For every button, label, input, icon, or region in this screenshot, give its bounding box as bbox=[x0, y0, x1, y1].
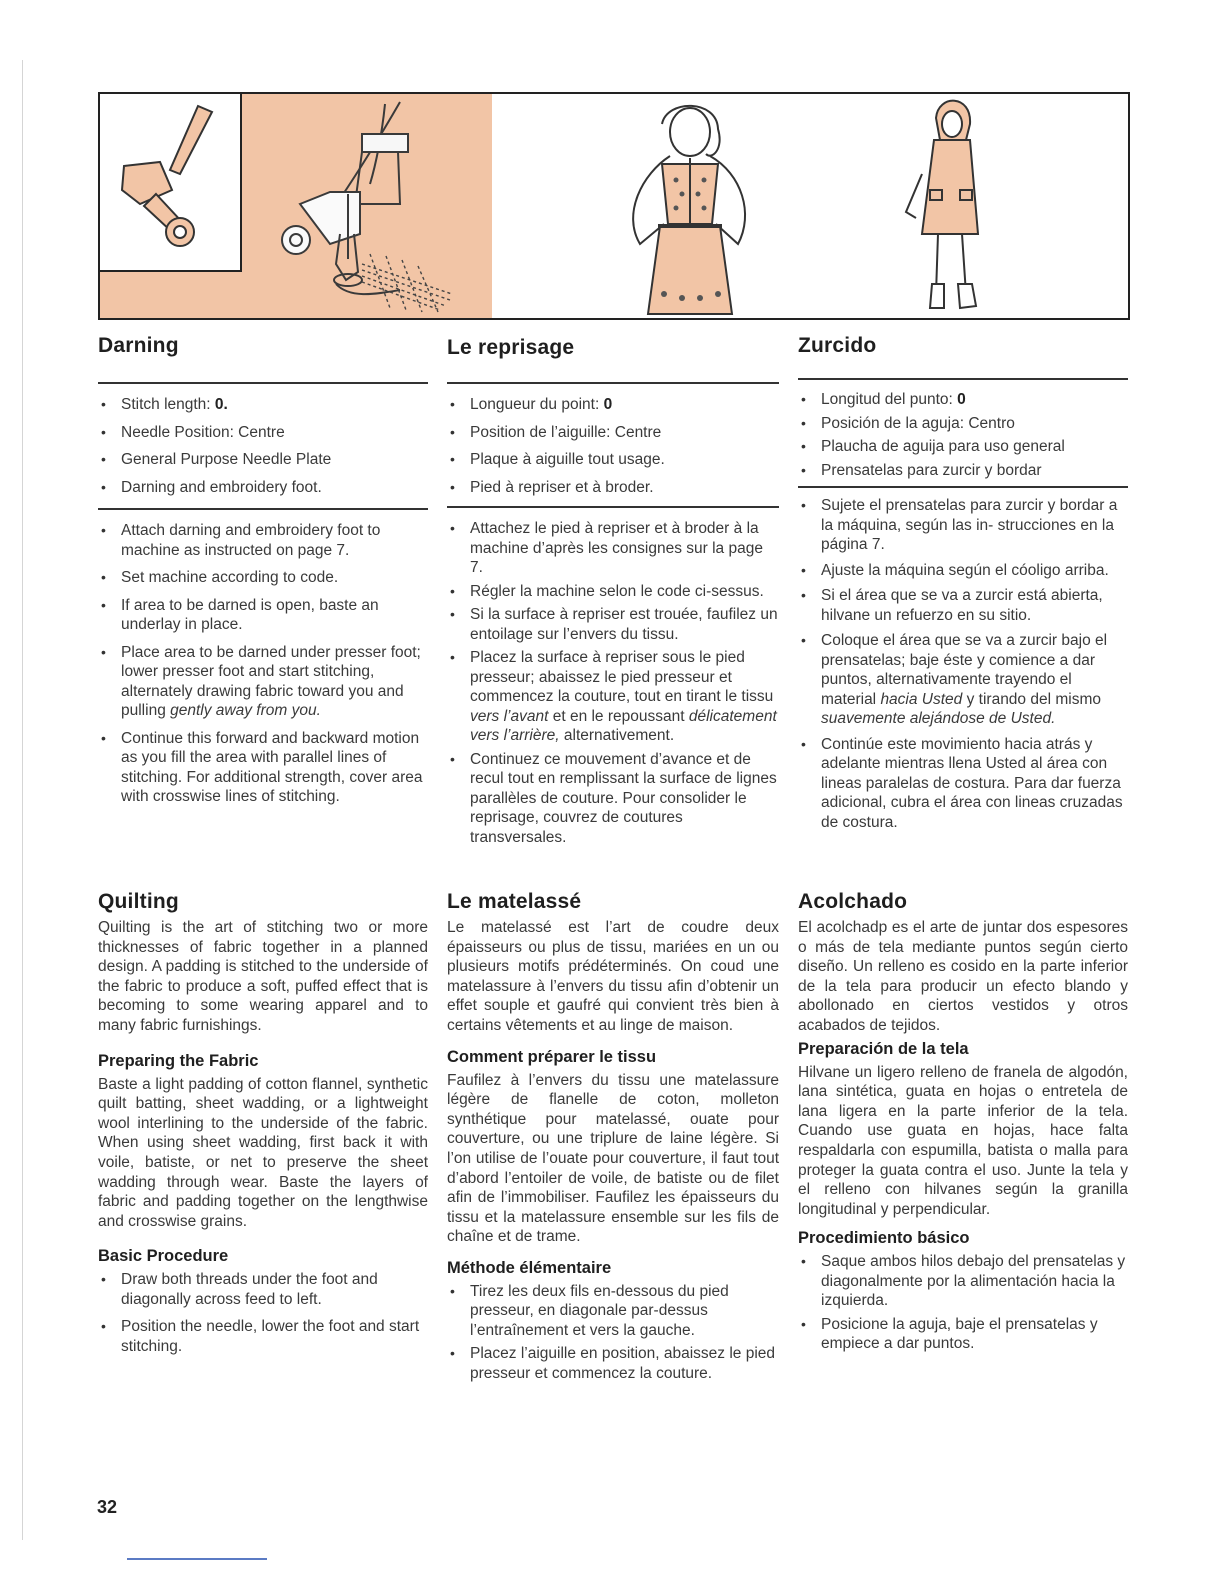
preparer-tissu-heading: Comment préparer le tissu bbox=[447, 1047, 657, 1066]
methode-heading: Méthode élémentaire bbox=[447, 1258, 612, 1277]
procedimiento-step-1: • Saque ambos hilos debajo del prensatelas y diagonalmente por la alimentación hacia la izquierda. bbox=[798, 1252, 1128, 1311]
heading-rule bbox=[798, 378, 1128, 380]
setting-needle-position: • Position de l’aiguille: Centre bbox=[447, 423, 779, 443]
settings-rule bbox=[798, 486, 1128, 488]
reprisage-settings-list bbox=[447, 395, 779, 497]
preparer-tissu-text: Faufilez à l’envers du tissu une matelassure légère de flanelle de coton, molleton synthétique pour matelassé, ouate pour couverture, ou une triplure de laine légère. Si l’on utilise de l’ouate pour couverture, il faut tout d’abord l’entoiler de voile, de batiste ou de filet afin de l’immobiliser. Faufilez les épaisseurs du tissu et la matelassure ensemble sur les fils de chaîne et de trame. bbox=[447, 1071, 779, 1246]
procedimiento-list bbox=[798, 1252, 1128, 1354]
methode-step-1: • Tirez les deux fils en-dessous du pied presseur, en diagonale par-dessus l’entraînement et vers la gauche. bbox=[447, 1282, 779, 1341]
heading-rule bbox=[98, 382, 428, 384]
reprisage-step-3: • Si la surface à repriser est trouée, faufilez un entoilage sur l’envers du tissu. bbox=[447, 605, 779, 644]
matelasse-intro: Le matelassé est l’art de coudre deux épaisseurs ou plus de tissu, mariées en un ou plusieurs motifs prédéterminés. On coud une matelassure à l’envers du tissu afin d’obtenir un effet souple et gaufré qui convient très bien à certains vêtements et au linge de maison. bbox=[447, 919, 779, 1034]
preparacion-heading: Preparación de la tela bbox=[798, 1039, 969, 1058]
footer-line bbox=[127, 1558, 267, 1560]
acolchado-intro: El acolchadp es el arte de juntar dos espesores o más de tela mediante puntos según cierto diseño. Un relleno es cosido en la parte inferior de la tela para producir un efecto blando y abollonado en ciertos vestidos y otros acabados de tejidos. bbox=[798, 919, 1128, 1034]
darning-step-5: • Continue this forward and backward motion as you fill the area with parallel lines of stitching. For additional strength, cover area with crosswise lines of stitching. bbox=[98, 729, 428, 807]
procedimiento-step-2: • Posicione la aguja, baje el prensatelas y empiece a dar puntos. bbox=[798, 1315, 1128, 1354]
zurcido-step-5: • Continúe este movimiento hacia atrás y adelante mientras llena Usted al área con lineas paralelas de costura. Para dar fuerza adicional, cubra el área con lineas cruzadas de costura. bbox=[798, 735, 1128, 833]
setting-presser-foot: • Prensatelas para zurcir y bordar bbox=[798, 461, 1128, 481]
setting-needle-position: • Posición de la aguja: Centro bbox=[798, 414, 1128, 434]
zurcido-step-4: • Coloque el área que se va a zurcir bajo el prensatelas; baje éste y comience a dar puntos, alternativamente trayendo el material hacia Usted y tirando del mismo suavemente alejándose de Usted. bbox=[798, 631, 1128, 729]
zurcido-steps-list bbox=[798, 496, 1128, 832]
quilting-section bbox=[98, 890, 428, 1356]
settings-rule bbox=[98, 508, 428, 510]
zurcido-settings-list bbox=[798, 390, 1128, 480]
preparing-fabric-text: Baste a light padding of cotton flannel, synthetic quilt batting, sheet wadding, or a lightweight wool interlining to the underside of the fabric. When using sheet wadding, first back it with voile, batiste, or net to preserve the sheet wadding through wear. Baste the layers of fabric and padding together on the lengthwise and crosswise grains. bbox=[98, 1075, 428, 1230]
methode-step-2: • Placez l’aiguille en position, abaissez le pied presseur et commencez la couture. bbox=[447, 1344, 779, 1383]
setting-presser-foot: • Pied à repriser et à broder. bbox=[447, 478, 779, 498]
setting-needle-plate: • Plaucha de aguija para uso general bbox=[798, 437, 1128, 457]
reprisage-steps-list bbox=[447, 519, 779, 847]
reprisage-step-1: • Attachez le pied à repriser et à broder à la machine d’après les consignes sur la page 7. bbox=[447, 519, 779, 578]
setting-needle-plate: • General Purpose Needle Plate bbox=[98, 450, 428, 470]
darning-heading: Darning bbox=[98, 334, 179, 357]
child-in-hooded-coat-icon bbox=[906, 101, 978, 308]
setting-stitch-length: • Longueur du point: 0 bbox=[447, 395, 779, 415]
matelasse-section bbox=[447, 890, 779, 1383]
preparing-fabric-heading: Preparing the Fabric bbox=[98, 1051, 259, 1070]
setting-needle-position: • Needle Position: Centre bbox=[98, 423, 428, 443]
illustration-band bbox=[98, 92, 1130, 320]
darning-step-3: • If area to be darned is open, baste an underlay in place. bbox=[98, 596, 428, 635]
darning-step-1: • Attach darning and embroidery foot to machine as instructed on page 7. bbox=[98, 521, 428, 560]
english-column bbox=[98, 330, 428, 1355]
reprisage-heading: Le reprisage bbox=[447, 336, 575, 359]
woman-in-quilted-vest-icon bbox=[100, 94, 1128, 318]
darning-step-4: • Place area to be darned under presser foot; lower presser foot and start stitching, alternately drawing fabric toward you and pulling gently away from you. bbox=[98, 643, 428, 721]
zurcido-step-3: • Si el área que se va a zurcir está abierta, hilvane un refuerzo en su sitio. bbox=[798, 586, 1128, 625]
setting-presser-foot: • Darning and embroidery foot. bbox=[98, 478, 428, 498]
darning-step-2: • Set machine according to code. bbox=[98, 568, 428, 588]
setting-stitch-length: • Stitch length: 0. bbox=[98, 395, 428, 415]
settings-rule bbox=[447, 506, 779, 508]
methode-list bbox=[447, 1282, 779, 1384]
procedimiento-heading: Procedimiento básico bbox=[798, 1229, 970, 1248]
darning-settings-list bbox=[98, 395, 428, 497]
heading-rule bbox=[447, 382, 779, 384]
spanish-column bbox=[798, 330, 1128, 1353]
acolchado-heading: Acolchado bbox=[798, 890, 908, 913]
quilting-intro: Quilting is the art of stitching two or more thicknesses of fabric together in a planned design. A padding is stitched to the underside of the fabric to produce a soft, puffed effect that is becoming to some wearing apparel and to many fabric furnishings. bbox=[98, 919, 428, 1034]
zurcido-step-1: • Sujete el prensatelas para zurcir y bordar a la máquina, según las in- strucciones en la página 7. bbox=[798, 496, 1128, 555]
zurcido-heading: Zurcido bbox=[798, 334, 877, 357]
zurcido-step-2: • Ajuste la máquina según el cóoligo arriba. bbox=[798, 561, 1128, 581]
quilting-heading: Quilting bbox=[98, 890, 179, 913]
acolchado-section bbox=[798, 890, 1128, 1354]
preparacion-text: Hilvane un ligero relleno de franela de algodón, lana sintética, guata en hojas o entretela de lana ligera en la parte inferior de la tela. Cuando use guata en hojas, hace falta respaldarla con espumilla, batista o malla para proteger la guata contra el uso. Junte la tela y el relleno con hilvanes según la granilla longitudinal y perpendicular. bbox=[798, 1063, 1128, 1218]
page-number: 32 bbox=[97, 1497, 118, 1517]
french-column bbox=[447, 330, 779, 1382]
reprisage-step-2: • Régler la machine selon le code ci-sessus. bbox=[447, 582, 779, 602]
reprisage-step-4: • Placez la surface à repriser sous le pied presseur; abaissez le pied presseur et commencez la couture, tout en tirant le tissu vers l’avant et en le repoussant délicatement vers l’arrière, alternativement. bbox=[447, 648, 779, 746]
basic-step-1: • Draw both threads under the foot and diagonally across feed to left. bbox=[98, 1270, 428, 1309]
basic-step-2: • Position the needle, lower the foot and start stitching. bbox=[98, 1317, 428, 1356]
basic-procedure-list bbox=[98, 1270, 428, 1356]
darning-steps-list bbox=[98, 521, 428, 807]
matelasse-heading: Le matelassé bbox=[447, 890, 582, 913]
basic-procedure-heading: Basic Procedure bbox=[98, 1247, 229, 1266]
setting-stitch-length: • Longitud del punto: 0 bbox=[798, 390, 1128, 410]
reprisage-step-5: • Continuez ce mouvement d’avance et de recul tout en remplissant la surface de lignes parallèles de couture. Pour consolider le reprisage, couvrez de coutures transversales. bbox=[447, 750, 779, 848]
setting-needle-plate: • Plaque à aiguille tout usage. bbox=[447, 450, 779, 470]
scan-margin-line bbox=[22, 60, 23, 1540]
